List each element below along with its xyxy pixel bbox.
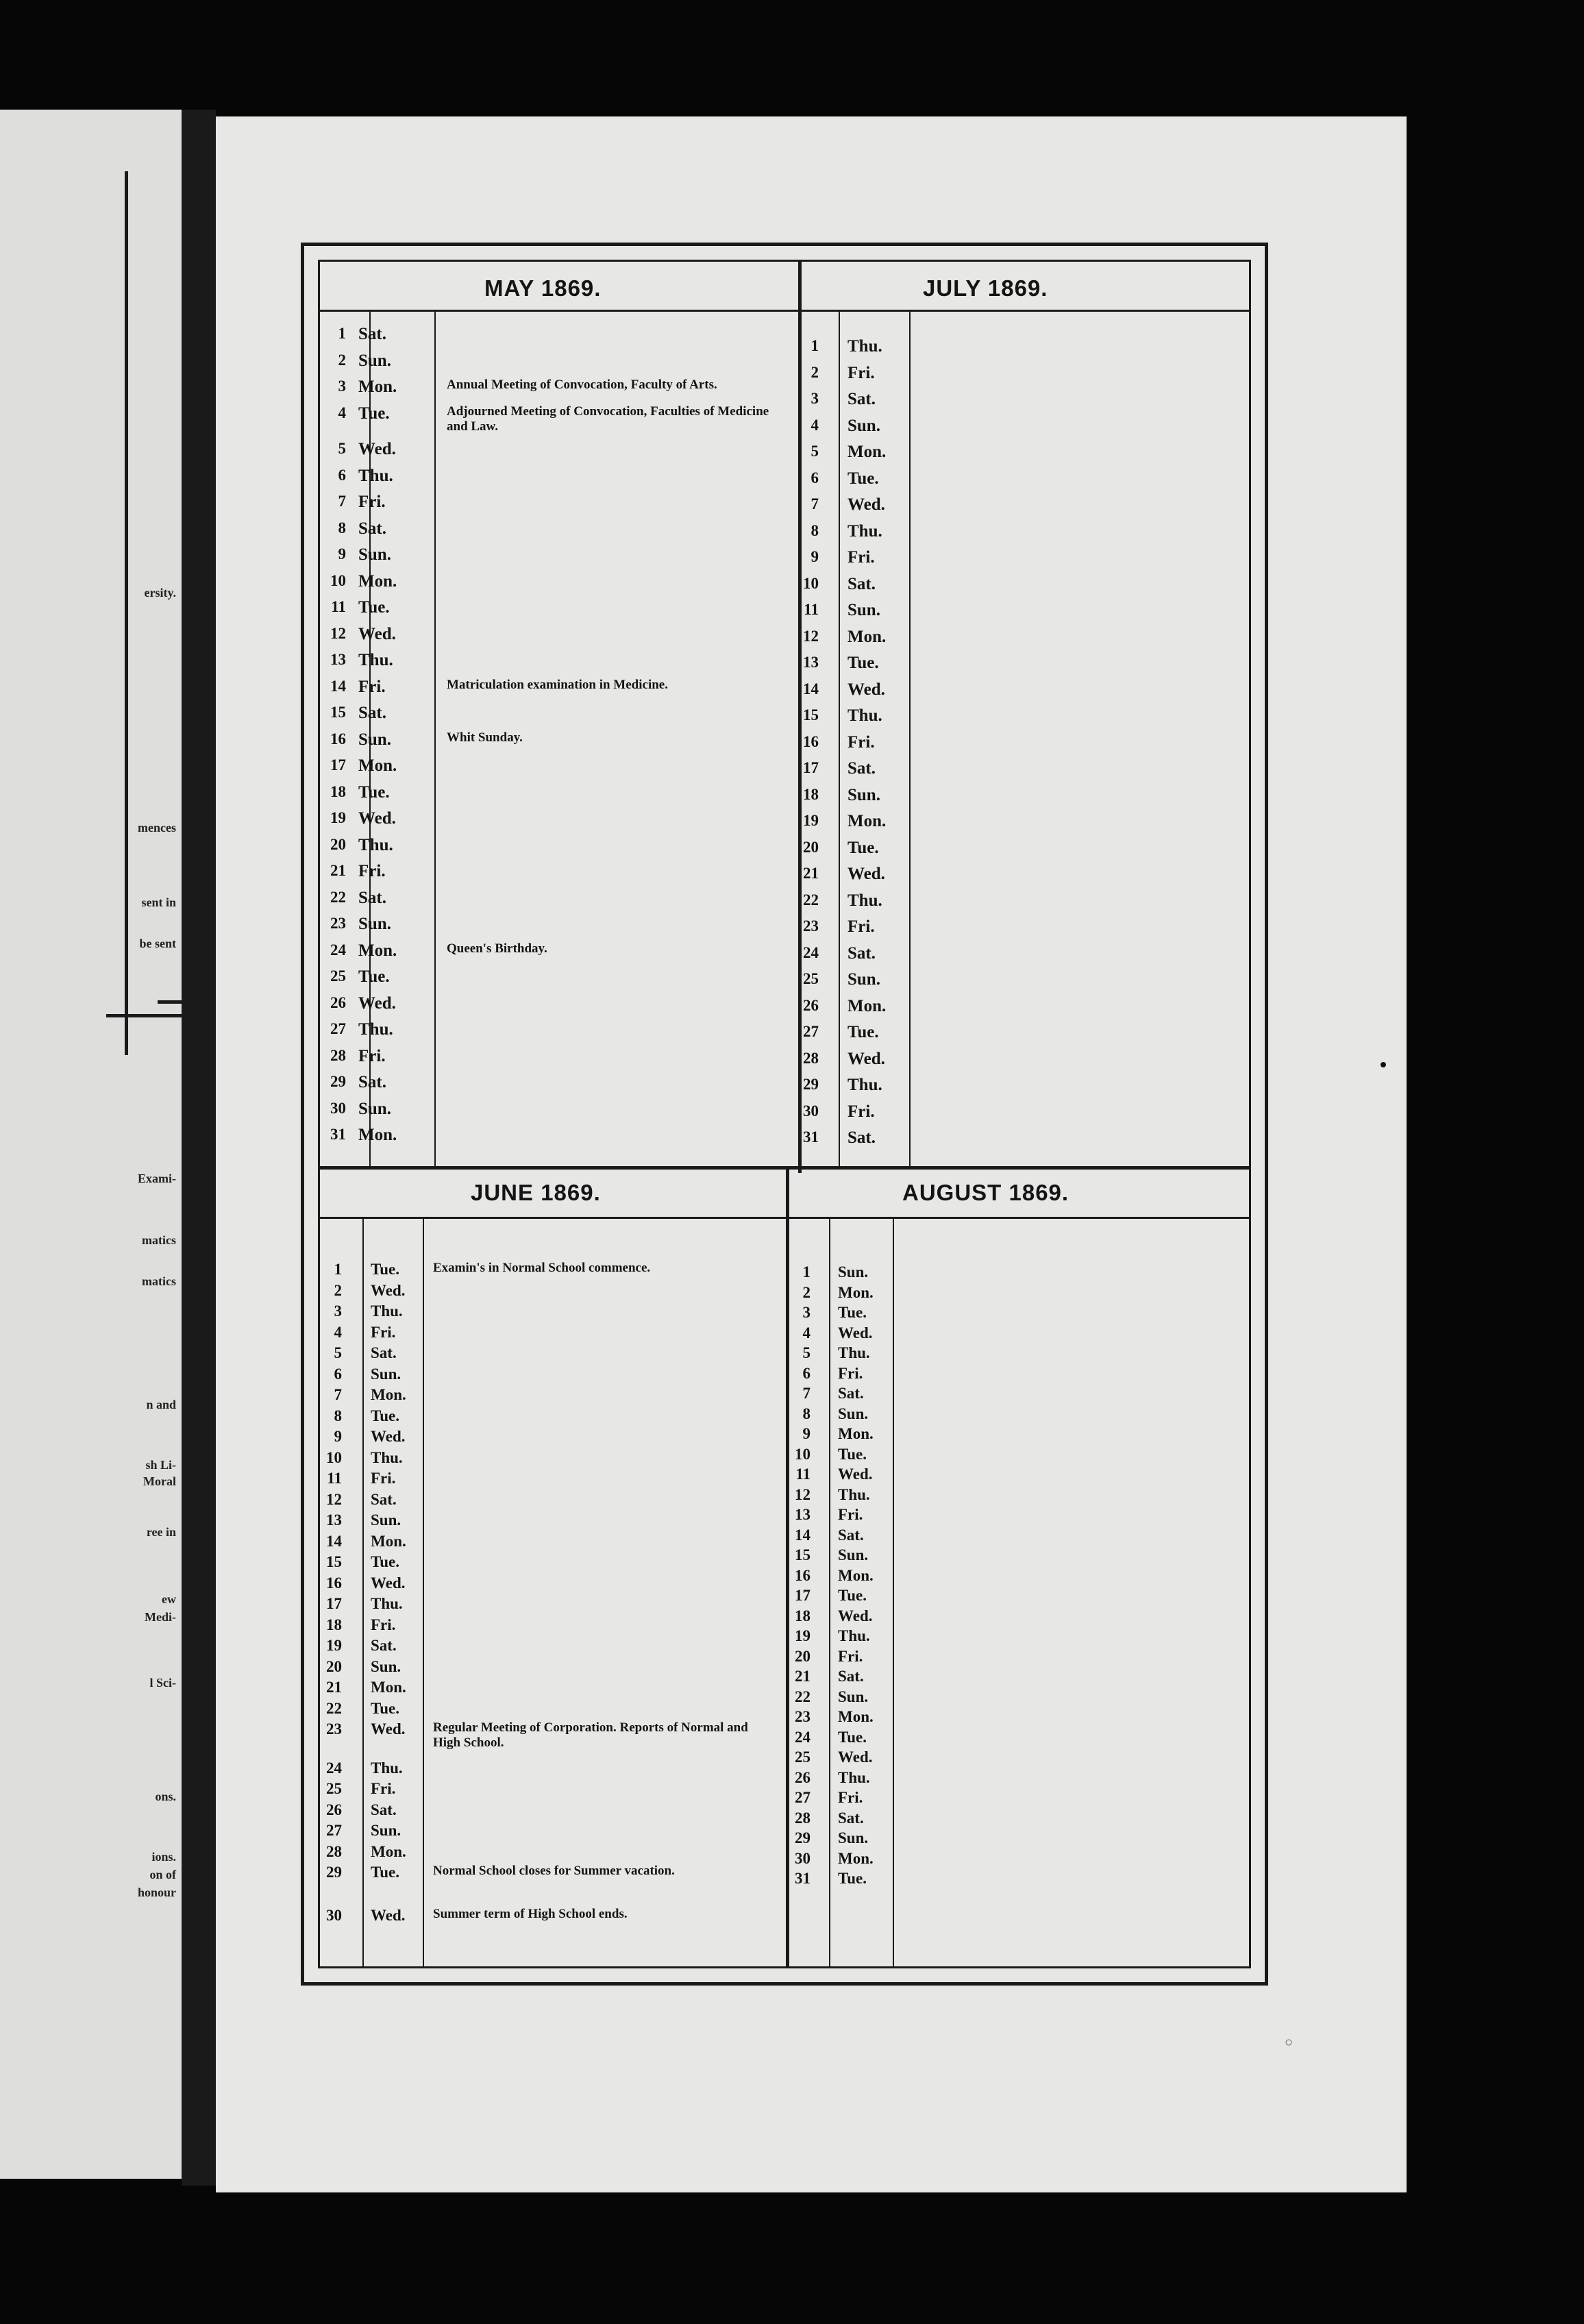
day-number: 25 [330,967,346,985]
weekday-name: Mon. [358,756,397,775]
fragment-text: n and [146,1398,176,1411]
day-number: 4 [802,1324,810,1342]
day-number: 3 [810,390,819,407]
weekday-name: Mon. [358,941,397,960]
book-gutter [182,110,216,2186]
weekday-name: Sun. [838,1829,869,1846]
day-number: 23 [795,1708,810,1725]
calendar-frame [301,243,1268,1986]
day-number: 10 [803,574,819,592]
weekday-name: Sat. [847,574,876,593]
day-number: 15 [326,1553,342,1570]
day-number: 20 [326,1657,342,1675]
day-number: 18 [326,1616,342,1633]
previous-page-rule-bottom [106,1014,182,1017]
day-number: 19 [803,812,819,829]
weekday-name: Sun. [358,1099,391,1118]
weekday-name: Thu. [847,1076,882,1094]
lower-heading-rule [320,1217,1249,1219]
day-number: 24 [326,1759,342,1777]
day-number: 15 [803,706,819,724]
weekday-name: Sun. [358,351,391,370]
calendar-event: Adjourned Meeting of Convocation, Faculties of Medicine and Law. [447,404,769,434]
day-number: 7 [334,1386,342,1403]
weekday-name: Mon. [847,627,887,646]
day-number: 31 [795,1870,810,1887]
weekday-name: Sun. [371,1365,401,1383]
fragment-text: ons. [155,1790,176,1803]
day-number: 29 [330,1073,346,1090]
weekday-name: Sat. [838,1668,864,1685]
weekday-name: Sun. [847,970,880,989]
day-number: 7 [810,495,819,512]
calendar-inner-frame [318,260,1251,1968]
day-number: 6 [802,1364,810,1382]
day-number: 23 [326,1720,342,1738]
weekday-name: Sat. [847,1128,876,1147]
june-event-col-rule [423,1219,424,1966]
weekday-name: Wed. [371,1906,406,1924]
weekday-name: Tue. [847,838,879,857]
weekday-name: Fri. [847,363,875,382]
weekday-name: Mon. [358,1126,397,1144]
weekday-name: Mon. [838,1425,874,1442]
day-number: 5 [334,1344,342,1361]
day-number: 27 [330,1020,346,1037]
fragment-text: sh Li- [145,1458,176,1472]
middle-divider [320,1166,1249,1170]
weekday-name: Wed. [371,1281,406,1299]
june-heading: JUNE 1869. [471,1180,601,1205]
weekday-name: Thu. [838,1768,870,1786]
weekday-name: Thu. [371,1302,403,1320]
day-number: 19 [326,1637,342,1654]
weekday-name: Mon. [838,1566,874,1584]
calendar-event: Normal School closes for Summer vacation. [433,1864,675,1878]
day-number: 29 [326,1864,342,1881]
weekday-name: Sun. [358,730,391,749]
calendar-event: Whit Sunday. [447,730,523,745]
weekday-name: Fri. [371,1616,396,1633]
day-number: 11 [804,601,819,618]
weekday-name: Thu. [847,706,882,725]
day-number: 4 [338,404,346,421]
previous-page-rule-stub [158,1000,182,1004]
weekday-name: Thu. [371,1759,403,1777]
calendar-page [216,116,1407,2192]
weekday-name: Mon. [358,378,397,396]
weekday-name: Fri. [847,732,875,752]
day-number: 10 [326,1448,342,1466]
weekday-name: Wed. [358,440,396,458]
day-number: 26 [795,1768,810,1786]
day-number: 27 [795,1789,810,1806]
day-number: 25 [795,1748,810,1766]
fragment-text: on of [149,1868,176,1881]
weekday-name: Fri. [847,548,875,567]
day-number: 16 [330,730,346,747]
august-event-col-rule [893,1219,894,1966]
july-day-col-rule [839,310,840,1166]
weekday-name: Thu. [358,835,393,854]
weekday-name: Fri. [838,1364,863,1382]
day-number: 15 [795,1546,810,1563]
weekday-name: Fri. [838,1647,863,1665]
top-heading-rule [320,310,1249,312]
day-number: 22 [795,1688,810,1705]
day-number: 9 [338,545,346,563]
weekday-name: Wed. [838,1466,873,1483]
day-number: 17 [326,1595,342,1612]
day-number: 12 [326,1490,342,1508]
day-number: 16 [326,1574,342,1592]
weekday-name: Wed. [838,1607,873,1624]
weekday-name: Fri. [371,1780,396,1797]
weekday-name: Sun. [358,545,391,564]
day-number: 16 [803,732,819,750]
weekday-name: Wed. [371,1574,406,1592]
weekday-name: Tue. [371,1553,399,1570]
day-number: 26 [326,1801,342,1818]
weekday-name: Tue. [838,1587,867,1604]
weekday-name: Sat. [838,1385,864,1402]
day-number: 1 [802,1263,810,1281]
weekday-name: Thu. [358,1020,393,1039]
day-number: 26 [803,996,819,1014]
weekday-name: Mon. [371,1386,406,1403]
day-number: 13 [326,1511,342,1529]
weekday-name: Fri. [838,1789,863,1806]
weekday-name: Wed. [847,1049,885,1068]
weekday-name: Mon. [847,443,887,461]
weekday-name: Tue. [371,1699,399,1717]
weekday-name: Wed. [358,993,396,1013]
fragment-text: Medi- [145,1610,176,1624]
day-number: 24 [795,1728,810,1746]
day-number: 18 [330,782,346,800]
day-number: 5 [810,443,819,460]
weekday-name: Sat. [371,1490,397,1508]
weekday-name: Sun. [371,1511,401,1529]
day-number: 13 [330,651,346,668]
weekday-name: Wed. [358,809,396,828]
weekday-name: Fri. [847,1102,875,1121]
weekday-name: Tue. [371,1407,399,1424]
weekday-name: Sat. [847,759,876,778]
weekday-name: Thu. [371,1595,403,1612]
weekday-name: Mon. [371,1842,406,1860]
day-number: 14 [326,1532,342,1550]
weekday-name: Wed. [371,1720,406,1738]
weekday-name: Thu. [847,337,882,356]
day-number: 29 [795,1829,810,1846]
day-number: 2 [810,363,819,381]
day-number: 8 [334,1407,342,1424]
ink-speck [1381,1062,1386,1067]
page-mark: ○ [1285,2035,1294,2050]
day-number: 17 [330,756,346,774]
weekday-name: Sun. [847,785,880,804]
weekday-name: Thu. [847,521,882,541]
day-number: 26 [330,993,346,1011]
day-number: 3 [334,1302,342,1320]
weekday-name: Mon. [371,1679,406,1696]
day-number: 29 [803,1076,819,1093]
day-number: 3 [338,378,346,395]
weekday-name: Sat. [371,1344,397,1361]
day-number: 14 [795,1526,810,1544]
weekday-name: Tue. [838,1445,867,1463]
weekday-name: Wed. [847,495,885,514]
day-number: 27 [326,1822,342,1839]
day-number: 8 [802,1405,810,1422]
day-number: 21 [803,865,819,882]
day-number: 30 [326,1906,342,1924]
day-number: 21 [326,1679,342,1696]
weekday-name: Sat. [371,1801,397,1818]
weekday-name: Tue. [838,1870,867,1887]
weekday-name: Sat. [358,1073,386,1091]
weekday-name: Tue. [371,1261,399,1278]
day-number: 7 [802,1385,810,1402]
day-number: 7 [338,493,346,510]
day-number: 11 [327,1470,342,1487]
day-number: 17 [803,759,819,776]
weekday-name: Wed. [371,1428,406,1445]
day-number: 9 [802,1425,810,1442]
day-number: 27 [803,1023,819,1040]
day-number: 14 [330,677,346,695]
may-event-col-rule [434,310,436,1166]
weekday-name: Mon. [371,1532,406,1550]
fragment-text: l Sci- [149,1676,176,1690]
day-number: 10 [795,1445,810,1463]
calendar-event: Annual Meeting of Convocation, Faculty of Arts. [447,378,717,392]
day-number: 12 [330,624,346,642]
fragment-text: Moral [143,1474,176,1488]
day-number: 6 [334,1365,342,1383]
day-number: 22 [330,888,346,906]
fragment-text: honour [137,1886,176,1899]
weekday-name: Tue. [838,1304,867,1321]
day-number: 30 [795,1849,810,1867]
day-number: 28 [330,1046,346,1064]
calendar-event: Queen's Birthday. [447,941,547,956]
fragment-text: sent in [141,895,176,909]
day-number: 19 [330,809,346,826]
fragment-text: matics [142,1274,176,1288]
weekday-name: Sat. [847,390,876,408]
day-number: 22 [803,891,819,908]
may-heading: MAY 1869. [484,275,602,301]
day-number: 19 [795,1627,810,1644]
weekday-name: Mon. [358,571,397,591]
june-day-col-rule [362,1219,364,1966]
weekday-name: Fri. [358,862,386,880]
august-heading: AUGUST 1869. [902,1180,1069,1205]
fragment-text: Exami- [138,1172,176,1185]
day-number: 30 [803,1102,819,1120]
weekday-name: Tue. [358,598,390,617]
day-number: 23 [330,915,346,932]
day-number: 13 [803,654,819,671]
day-number: 4 [334,1323,342,1341]
day-number: 17 [795,1587,810,1604]
calendar-event: Examin's in Normal School commence. [433,1261,651,1275]
day-number: 16 [795,1566,810,1584]
day-number: 13 [795,1506,810,1523]
august-day-col-rule [829,1219,830,1966]
day-number: 9 [334,1428,342,1445]
weekday-name: Fri. [358,493,386,511]
day-number: 1 [338,325,346,342]
day-number: 21 [330,862,346,879]
day-number: 5 [802,1344,810,1361]
day-number: 18 [803,785,819,803]
day-number: 28 [803,1049,819,1067]
weekday-name: Fri. [358,677,386,696]
day-number: 6 [338,466,346,484]
weekday-name: Tue. [358,967,390,986]
calendar-event: Matriculation examination in Medicine. [447,677,668,692]
day-number: 28 [326,1842,342,1860]
day-number: 15 [330,704,346,721]
day-number: 18 [795,1607,810,1624]
day-number: 8 [810,521,819,539]
day-number: 3 [802,1304,810,1321]
weekday-name: Tue. [358,404,390,423]
day-number: 31 [330,1126,346,1143]
weekday-name: Sat. [358,325,386,343]
fragment-text: ree in [146,1525,176,1539]
weekday-name: Mon. [838,1283,874,1301]
day-number: 11 [795,1466,810,1483]
weekday-name: Fri. [847,917,875,936]
july-event-col-rule [909,310,911,1166]
weekday-name: Thu. [838,1485,870,1503]
day-number: 20 [330,835,346,853]
weekday-name: Mon. [838,1708,874,1725]
weekday-name: Fri. [358,1046,386,1065]
weekday-name: Sun. [838,1546,869,1563]
day-number: 14 [803,680,819,697]
weekday-name: Sun. [358,915,391,933]
weekday-name: Fri. [838,1506,863,1523]
weekday-name: Mon. [847,812,887,830]
day-number: 20 [795,1647,810,1665]
weekday-name: Fri. [371,1470,396,1487]
fragment-text: ions. [151,1850,176,1864]
day-number: 21 [795,1668,810,1685]
day-number: 23 [803,917,819,935]
weekday-name: Sat. [847,943,876,963]
fragment-text: ersity. [144,586,176,599]
fragment-text: matics [142,1233,176,1247]
day-number: 2 [802,1283,810,1301]
day-number: 1 [334,1261,342,1278]
weekday-name: Tue. [371,1864,399,1881]
weekday-name: Sun. [838,1263,869,1281]
weekday-name: Mon. [847,996,887,1015]
day-number: 20 [803,838,819,856]
day-number: 25 [803,970,819,987]
day-number: 4 [810,416,819,434]
weekday-name: Sun. [371,1822,401,1839]
weekday-name: Wed. [847,865,885,883]
day-number: 2 [334,1281,342,1299]
weekday-name: Sun. [838,1688,869,1705]
fragment-text: mences [138,821,176,835]
weekday-name: Sun. [371,1657,401,1675]
weekday-name: Sat. [358,888,386,907]
weekday-name: Sat. [358,519,386,538]
weekday-name: Sat. [838,1809,864,1827]
calendar-event: Regular Meeting of Corporation. Reports of Normal and High School. [433,1720,748,1750]
weekday-name: Wed. [838,1324,873,1342]
weekday-name: Wed. [358,624,396,643]
day-number: 8 [338,519,346,536]
day-number: 1 [810,337,819,354]
weekday-name: Tue. [847,1023,879,1041]
day-number: 10 [330,571,346,589]
day-number: 12 [803,627,819,645]
day-number: 24 [803,943,819,961]
weekday-name: Sun. [847,601,880,619]
weekday-name: Sat. [358,704,386,722]
fragment-text: ew [162,1592,176,1606]
day-number: 6 [810,469,819,486]
fragment-text: be sent [139,937,176,950]
weekday-name: Wed. [838,1748,873,1766]
weekday-name: Sat. [371,1637,397,1654]
weekday-name: Sun. [847,416,880,435]
previous-page-edge [0,110,182,2179]
day-number: 22 [326,1699,342,1717]
weekday-name: Mon. [838,1849,874,1867]
weekday-name: Thu. [838,1344,870,1361]
weekday-name: Thu. [847,891,882,910]
weekday-name: Thu. [371,1448,403,1466]
day-number: 2 [338,351,346,369]
day-number: 5 [338,440,346,457]
july-heading: JULY 1869. [923,275,1048,301]
calendar-event: Summer term of High School ends. [433,1906,628,1921]
previous-page-rule [125,171,128,1055]
weekday-name: Sun. [838,1405,869,1422]
weekday-name: Thu. [358,466,393,485]
weekday-name: Tue. [838,1728,867,1746]
weekday-name: Sat. [838,1526,864,1544]
weekday-name: Fri. [371,1323,396,1341]
day-number: 11 [331,598,346,615]
day-number: 31 [803,1128,819,1146]
day-number: 25 [326,1780,342,1797]
weekday-name: Tue. [847,654,879,672]
weekday-name: Tue. [358,782,390,802]
day-number: 12 [795,1485,810,1503]
weekday-name: Wed. [847,680,885,699]
weekday-name: Thu. [838,1627,870,1644]
day-number: 30 [330,1099,346,1117]
weekday-name: Thu. [358,651,393,669]
weekday-name: Tue. [847,469,879,488]
day-number: 28 [795,1809,810,1827]
day-number: 24 [330,941,346,959]
day-number: 9 [810,548,819,565]
